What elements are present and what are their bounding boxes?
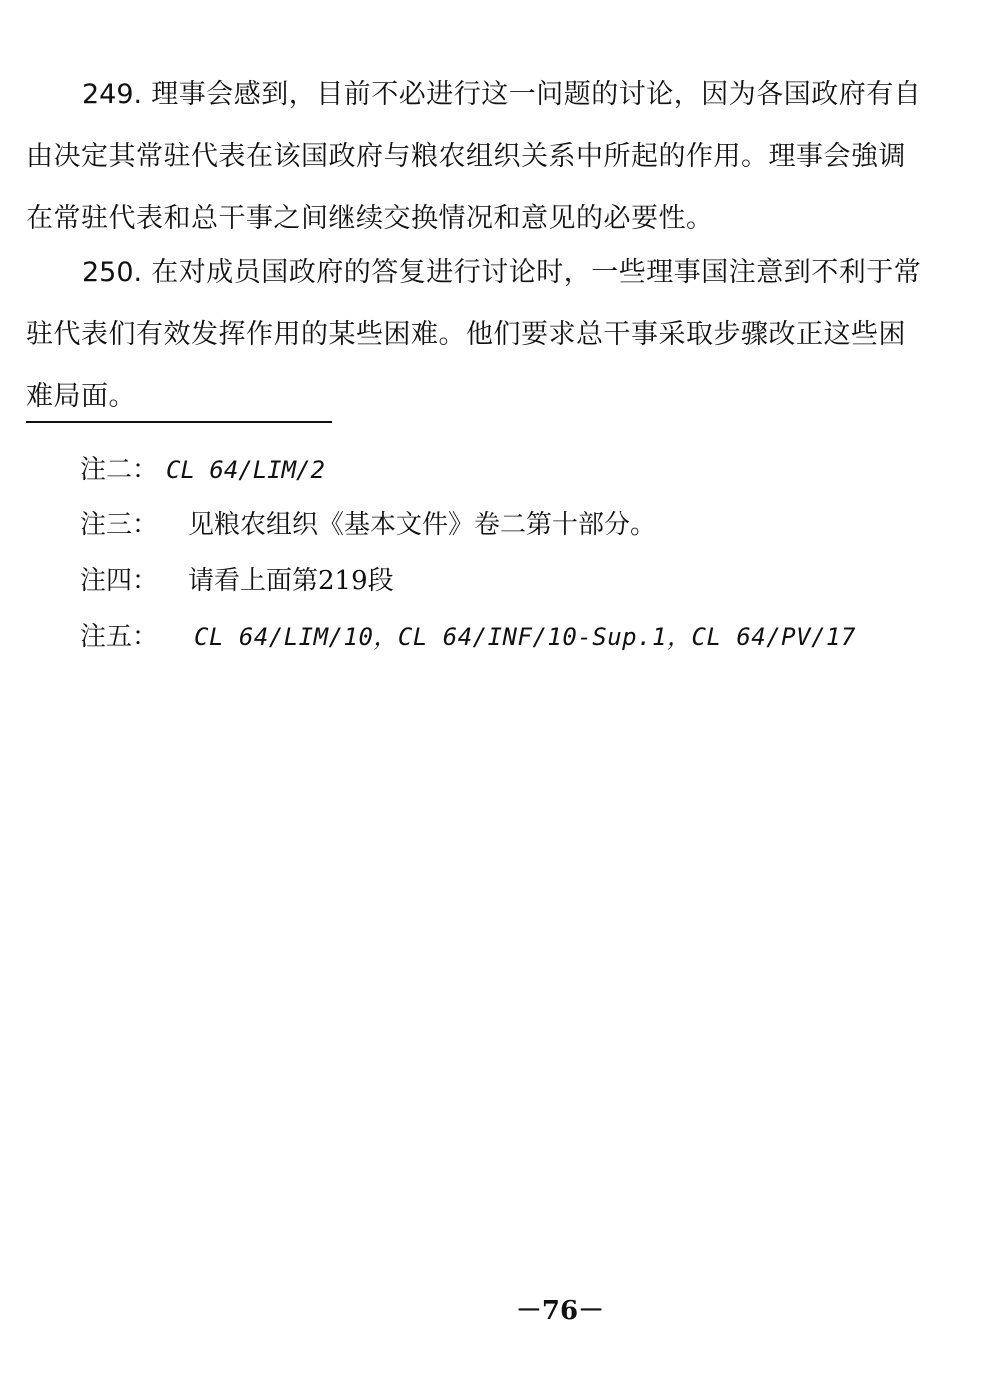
footnote-divider [26,421,332,423]
footnote-label: 注五： [80,622,159,652]
paragraph-text: 理事会感到，目前不必进行这一问题的讨论，因为各国政府有自由决定其常驻代表在该国政府与粮农组织关系中所起的作用。理事会強调在常驻代表和总干事之间继续交换情况和意见的必要性。 [26,79,922,234]
footnote-5 [80,617,856,657]
footnote-text: 请看上面第219段 [188,566,394,596]
footnote-text: CL 64/LIM/2 [166,456,325,484]
footnote-text: 见粮农组织《基本文件》卷二第十部分。 [188,510,657,540]
footnote-label: 注三： [80,510,159,540]
footnote-2 [80,450,325,490]
footnote-label: 注四： [80,566,159,596]
page-number: －76－ [515,1296,605,1326]
paragraph-number: 249. [82,79,143,110]
paragraph-number: 250. [82,257,143,288]
paragraph-text: 在对成员国政府的答复进行讨论时，一些理事国注意到不利于常驻代表们有效发挥作用的某些困难。他们要求总干事采取步骤改正这些困难局面。 [26,257,922,412]
paragraph-249 [26,64,926,250]
footnote-3 [80,505,656,545]
footnote-text: CL 64/LIM/10，CL 64/INF/10-Sup.1，CL 64/PV/17 [194,623,856,651]
paragraph-250 [26,242,926,428]
footnote-label: 注二： [80,455,159,485]
footnote-4 [80,561,394,601]
